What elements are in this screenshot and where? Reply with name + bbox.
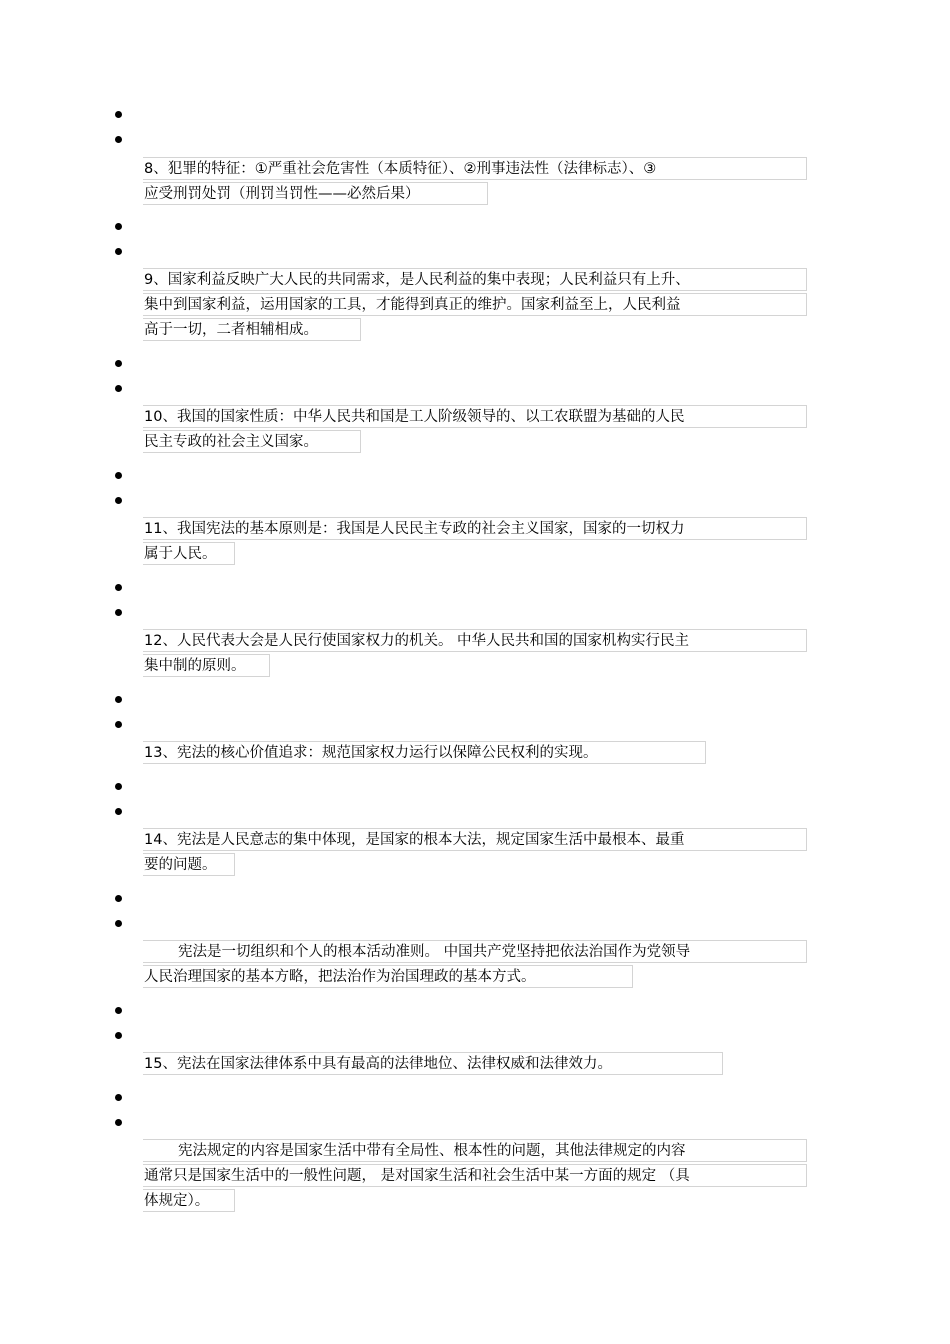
paragraph-12 (143, 629, 807, 679)
list-bullet (115, 223, 122, 230)
text-line: 高于一切，二者相辅相成。 (143, 318, 361, 341)
list-bullet (115, 1119, 122, 1126)
paragraph-15 (143, 1052, 807, 1077)
list-bullet (115, 1032, 122, 1039)
paragraph-15-cont (143, 1139, 807, 1214)
list-bullet (115, 497, 122, 504)
text-line: 体规定）。 (143, 1189, 235, 1212)
paragraph-10 (143, 405, 807, 455)
text-line: 8、犯罪的特征：①严重社会危害性（本质特征）、②刑事违法性（法律标志）、③ (143, 157, 807, 180)
paragraph-14 (143, 828, 807, 878)
list-bullet (115, 248, 122, 255)
text-line: 宪法规定的内容是国家生活中带有全局性、根本性的问题，其他法律规定的内容 (143, 1139, 807, 1162)
text-line: 宪法是一切组织和个人的根本活动准则。 中国共产党坚持把依法治国作为党领导 (143, 940, 807, 963)
text-line: 9、国家利益反映广大人民的共同需求，是人民利益的集中表现；人民利益只有上升、 (143, 268, 807, 291)
list-bullet (115, 696, 122, 703)
paragraph-9 (143, 268, 807, 343)
list-bullet (115, 920, 122, 927)
list-bullet (115, 895, 122, 902)
text-line: 应受刑罚处罚（刑罚当罚性——必然后果） (143, 182, 488, 205)
list-bullet (115, 808, 122, 815)
list-bullet (115, 360, 122, 367)
text-line: 人民治理国家的基本方略，把法治作为治国理政的基本方式。 (143, 965, 633, 988)
text-line: 通常只是国家生活中的一般性问题， 是对国家生活和社会生活中某一方面的规定 （具 (143, 1164, 807, 1187)
paragraph-8 (143, 157, 807, 207)
paragraph-14-cont (143, 940, 807, 990)
list-bullet (115, 721, 122, 728)
text-line: 15、宪法在国家法律体系中具有最高的法律地位、法律权威和法律效力。 (143, 1052, 723, 1075)
list-bullet (115, 1094, 122, 1101)
list-bullet (115, 136, 122, 143)
list-bullet (115, 783, 122, 790)
text-line: 13、宪法的核心价值追求：规范国家权力运行以保障公民权利的实现。 (143, 741, 706, 764)
text-line: 14、宪法是人民意志的集中体现，是国家的根本大法，规定国家生活中最根本、最重 (143, 828, 807, 851)
list-bullet (115, 111, 122, 118)
list-bullet (115, 1007, 122, 1014)
text-line: 11、我国宪法的基本原则是：我国是人民民主专政的社会主义国家，国家的一切权力 (143, 517, 807, 540)
list-bullet (115, 584, 122, 591)
text-line: 12、人民代表大会是人民行使国家权力的机关。 中华人民共和国的国家机构实行民主 (143, 629, 807, 652)
paragraph-11 (143, 517, 807, 567)
list-bullet (115, 472, 122, 479)
list-bullet (115, 385, 122, 392)
text-line: 属于人民。 (143, 542, 235, 565)
list-bullet (115, 609, 122, 616)
text-line: 集中到国家利益，运用国家的工具，才能得到真正的维护。国家利益至上，人民利益 (143, 293, 807, 316)
paragraph-13 (143, 741, 807, 766)
text-line: 10、我国的国家性质：中华人民共和国是工人阶级领导的、以工农联盟为基础的人民 (143, 405, 807, 428)
text-line: 集中制的原则。 (143, 654, 270, 677)
text-line: 要的问题。 (143, 853, 235, 876)
text-line: 民主专政的社会主义国家。 (143, 430, 361, 453)
